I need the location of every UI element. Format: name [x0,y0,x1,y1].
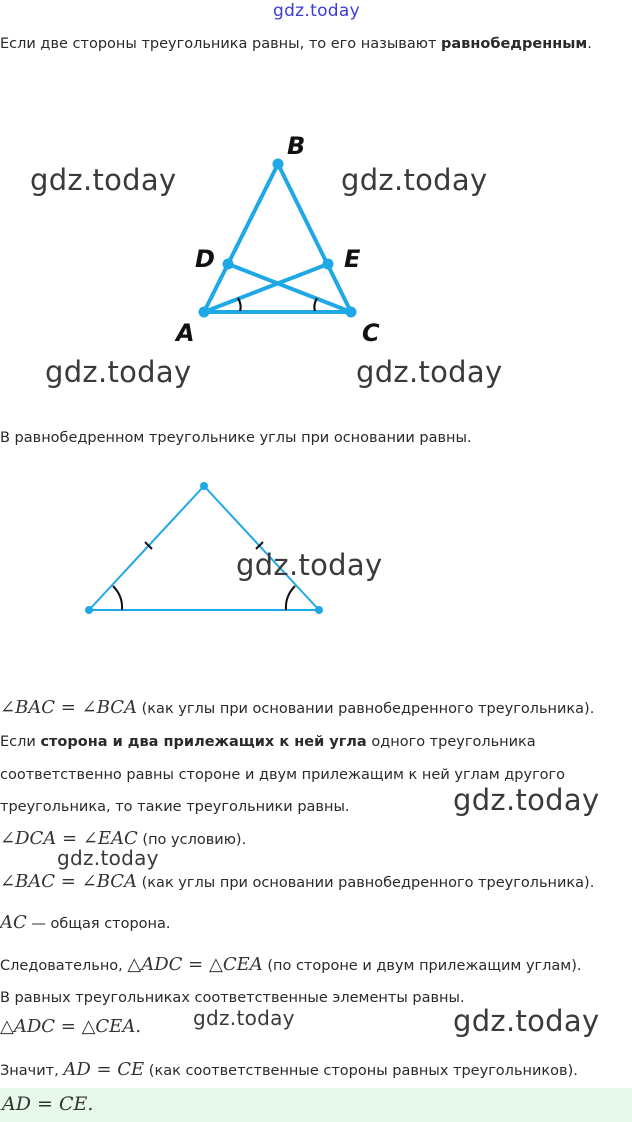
line-text: Значит, [0,1063,64,1079]
intro-bold: равнобедренным [441,36,588,52]
answer-box [0,1088,632,1122]
label-c: C [362,319,380,347]
line-common-side [0,913,171,934]
answer-math: AD = CE. [2,1093,94,1115]
watermark: gdz.today [236,548,383,582]
math-expression: AC [0,912,27,933]
vertex-right [315,606,323,614]
label-d: D [195,245,215,273]
line-theorem-3: треугольника, то такие треугольники равны. [0,799,350,815]
math-expression: △ADC = △CEA [127,954,263,975]
math-expression: ∠BAC = ∠BCA [0,871,138,892]
label-b: B [287,132,306,160]
watermark: gdz.today [193,1006,295,1030]
watermark: gdz.today [57,846,159,870]
math-expression: ∠DCA = ∠EAC [0,828,138,849]
watermark: gdz.today [453,1004,600,1038]
line-theorem-1 [0,732,536,752]
point-c [346,307,357,318]
intro-text [0,34,592,54]
side-ab [204,164,278,312]
watermark: gdz.today [356,355,503,389]
side-left [89,486,204,610]
watermark: gdz.today [45,355,192,389]
line-text: — общая сторона. [26,916,171,932]
line-conclusion [0,955,582,976]
line-text: (как углы при основании равнобедренного треугольника). [137,701,595,717]
line-text: (как углы при основании равнобедренного треугольника). [137,875,595,891]
line-angles-base-1 [0,698,594,719]
angle-mark-left [113,586,122,610]
math-expression: △ADC = △CEA. [0,1016,142,1037]
line-angles-base-2 [0,872,594,893]
watermark-top: gdz.today [273,1,360,21]
line-text: (как соответственные стороны равных треугольников). [144,1063,578,1079]
label-a: A [176,319,195,347]
math-expression: ∠BAC = ∠BCA [0,697,138,718]
theorem-bold: сторона и два прилежащих к ней угла [40,734,367,750]
intro-plain: Если две стороны треугольника равны, то его называют [0,36,441,52]
watermark: gdz.today [341,163,488,197]
line-text: (по условию). [137,832,247,848]
intro-end: . [587,36,592,52]
vertex-top [200,482,208,490]
point-b [273,159,284,170]
line-theorem-2: соответственно равны стороне и двум прилежащим к ней углам другого [0,767,566,783]
line-text: одного треугольника [366,734,536,750]
line-therefore [0,1060,578,1081]
watermark: gdz.today [30,163,177,197]
line-text: Следовательно, [0,958,128,974]
vertex-left [85,606,93,614]
line-text: Если [0,734,41,750]
line-text: (по стороне и двум прилежащим углам). [262,958,582,974]
point-e [323,259,334,270]
line-triangles-equal [0,1017,141,1038]
label-e: E [344,245,361,273]
line-equal-elements: В равных треугольниках соответственные элементы равны. [0,990,465,1006]
point-d [223,259,234,270]
math-expression: AD = CE [63,1059,145,1080]
angle-mark-right [286,586,295,610]
property-text: В равнобедренном треугольнике углы при основании равны. [0,430,472,446]
point-a [199,307,210,318]
watermark: gdz.today [453,783,600,817]
